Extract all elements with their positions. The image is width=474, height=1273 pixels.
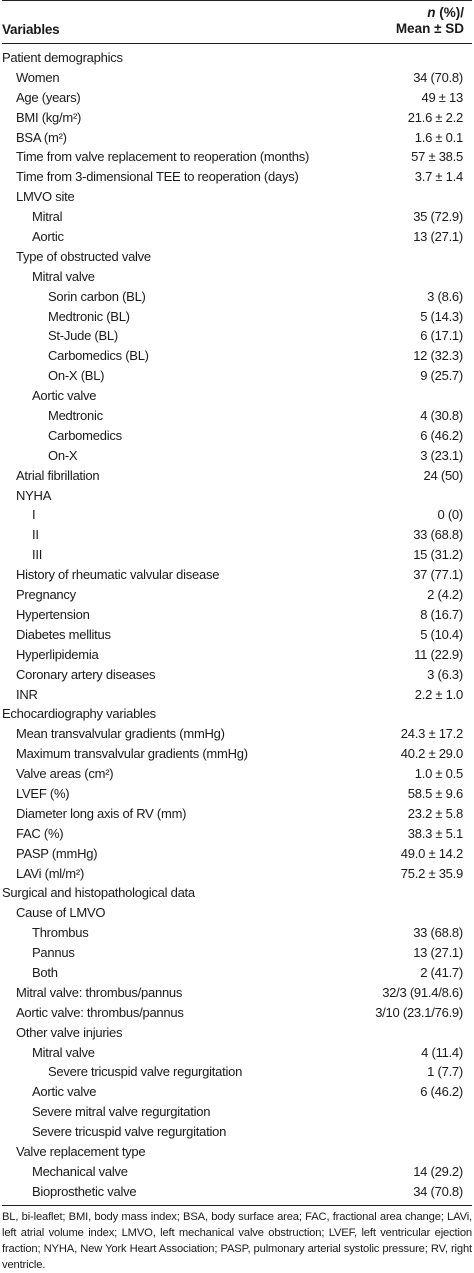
- table-row: [2, 307, 472, 327]
- table-row: [2, 685, 472, 705]
- row-label: NYHA: [16, 487, 52, 503]
- row-label: Time from valve replacement to reoperation (months): [16, 149, 310, 165]
- table-row: [2, 426, 472, 446]
- row-value: 11 (22.9): [414, 646, 463, 662]
- row-label: Hypertension: [16, 606, 90, 622]
- row-label: Aortic valve: thrombus/pannus: [16, 1004, 184, 1020]
- row-value: 37 (77.1): [413, 567, 463, 583]
- table-row: [2, 1023, 472, 1043]
- row-value: 13 (27.1): [413, 229, 463, 245]
- table-row: [2, 227, 472, 247]
- table-row: [2, 943, 472, 963]
- row-label: St-Jude (BL): [48, 328, 118, 344]
- table-row: [2, 665, 472, 685]
- table-row: [2, 525, 472, 545]
- row-label: On-X: [48, 447, 78, 463]
- table-row: [2, 804, 472, 824]
- row-value: 35 (72.9): [413, 209, 463, 225]
- row-value: 57 ± 38.5: [411, 149, 463, 165]
- row-label: Aortic valve: [32, 1084, 97, 1100]
- row-value: 38.3 ± 5.1: [407, 825, 463, 841]
- table-row: [2, 605, 472, 625]
- row-value: 2.2 ± 1.0: [414, 686, 463, 702]
- table-row: [2, 923, 472, 943]
- row-label: Aortic valve: [32, 388, 97, 404]
- table-row: [2, 386, 472, 406]
- table-row: [2, 844, 472, 864]
- row-value: 33 (68.8): [413, 527, 463, 543]
- row-label: Carbomedics (BL): [48, 348, 149, 364]
- row-value: 5 (10.4): [420, 626, 463, 642]
- row-label: PASP (mmHg): [16, 845, 98, 861]
- table-row: [2, 1182, 472, 1202]
- row-label: Bioprosthetic valve: [32, 1183, 137, 1199]
- table-row: [2, 108, 472, 128]
- row-label: Age (years): [16, 89, 81, 105]
- row-value: 49.0 ± 14.2: [400, 845, 463, 861]
- row-value: 0 (0): [437, 507, 463, 523]
- table-row: [2, 963, 472, 983]
- table-row: [2, 724, 472, 744]
- table-row: [2, 545, 472, 565]
- row-label: On-X (BL): [48, 368, 105, 384]
- table-row: [2, 1082, 472, 1102]
- row-value: 49 ± 13: [421, 89, 463, 105]
- table-row: [2, 267, 472, 287]
- table-row: [2, 1162, 472, 1182]
- row-label: III: [32, 547, 43, 563]
- row-value: 33 (68.8): [413, 925, 463, 941]
- table-row: [2, 128, 472, 148]
- row-value: 34 (70.8): [413, 1183, 463, 1199]
- row-value: 3 (23.1): [420, 447, 463, 463]
- row-label: FAC (%): [16, 825, 64, 841]
- row-label: Severe mitral valve regurgitation: [32, 1104, 211, 1120]
- row-label: Sorin carbon (BL): [48, 288, 146, 304]
- row-value: 24.3 ± 17.2: [400, 726, 463, 742]
- row-label: Both: [32, 964, 58, 980]
- row-value: 4 (30.8): [420, 408, 463, 424]
- row-value: 58.5 ± 9.6: [407, 785, 463, 801]
- table-row: [2, 346, 472, 366]
- row-value: 3 (6.3): [427, 666, 463, 682]
- row-label: Aortic: [32, 229, 64, 245]
- table-row: [2, 585, 472, 605]
- row-label: Echocardiography variables: [2, 706, 156, 722]
- row-label: Mitral: [32, 209, 63, 225]
- row-label: Medtronic (BL): [48, 308, 130, 324]
- table-row: [2, 466, 472, 486]
- table-row: [2, 983, 472, 1003]
- table-row: [2, 187, 472, 207]
- table-row: [2, 764, 472, 784]
- row-label: Type of obstructed valve: [16, 248, 151, 264]
- table-row: [2, 784, 472, 804]
- row-value: 12 (32.3): [413, 348, 463, 364]
- table-row: [2, 207, 472, 227]
- table-row: [2, 1062, 472, 1082]
- row-label: Severe tricuspid valve regurgitation: [48, 1064, 243, 1080]
- row-label: Severe tricuspid valve regurgitation: [32, 1124, 227, 1140]
- table-row: [2, 68, 472, 88]
- table-row: [2, 625, 472, 645]
- row-label: Mechanical valve: [32, 1163, 128, 1179]
- table-row: [2, 1122, 472, 1142]
- table-row: [2, 366, 472, 386]
- table-row: [2, 1003, 472, 1023]
- table-row: [2, 645, 472, 665]
- table-row: [2, 903, 472, 923]
- row-label: Valve areas (cm²): [16, 766, 114, 782]
- section-header-row: [2, 48, 472, 68]
- row-label: LAVi (ml/m²): [16, 865, 85, 881]
- row-value: 15 (31.2): [413, 547, 463, 563]
- table-row: [2, 505, 472, 525]
- row-label: Mitral valve: [32, 268, 95, 284]
- table-row: [2, 167, 472, 187]
- row-value: 23.2 ± 5.8: [407, 805, 463, 821]
- section-header-row: [2, 883, 472, 903]
- table-row: [2, 744, 472, 764]
- row-value: 14 (29.2): [413, 1163, 463, 1179]
- table-row: [2, 1043, 472, 1063]
- row-label: Patient demographics: [2, 50, 123, 65]
- row-label: Mitral valve: thrombus/pannus: [16, 984, 183, 1000]
- row-value: 8 (16.7): [420, 606, 463, 622]
- row-value: 32/3 (91.4/8.6): [382, 984, 463, 1000]
- row-label: Pannus: [32, 945, 75, 961]
- table-body: [2, 44, 472, 1202]
- row-value: 4 (11.4): [421, 1044, 463, 1060]
- row-label: Hyperlipidemia: [16, 646, 99, 662]
- table-row: [2, 824, 472, 844]
- row-label: Cause of LMVO: [16, 905, 106, 921]
- row-label: Diabetes mellitus: [16, 626, 111, 642]
- row-value: 6 (46.2): [420, 427, 463, 443]
- row-value: 5 (14.3): [420, 308, 463, 324]
- row-value: 13 (27.1): [413, 945, 463, 961]
- table-row: [2, 406, 472, 426]
- table-row: [2, 486, 472, 506]
- row-label: Other valve injuries: [16, 1024, 123, 1040]
- row-label: BSA (m²): [16, 129, 67, 145]
- row-value: 34 (70.8): [413, 69, 463, 85]
- row-value: 40.2 ± 29.0: [400, 746, 463, 762]
- table-footnote: BL, bi-leaflet; BMI, body mass index; BSA, body surface area; FAC, fractional area change; LAVi, left atrial volume index; LMVO, left mechanical valve obstruction; LVEF, left ventricular ejection fraction; NYHA, New York Heart Association; PASP, pulmonary arterial systolic pressure; RV, right ventricle.: [2, 1210, 472, 1271]
- row-value: 6 (17.1): [420, 328, 463, 344]
- table-row: [2, 287, 472, 307]
- table-row: [2, 446, 472, 466]
- row-label: Maximum transvalvular gradients (mmHg): [16, 746, 248, 762]
- table-row: [2, 326, 472, 346]
- row-label: I: [32, 507, 36, 523]
- value-header-line2: Mean ± SD: [395, 21, 464, 36]
- row-label: Surgical and histopathological data: [2, 885, 195, 901]
- value-header-pct: (%)/: [435, 5, 464, 20]
- table-row: [2, 88, 472, 108]
- row-value: 3.7 ± 1.4: [414, 169, 463, 185]
- row-value: 1.0 ± 0.5: [414, 766, 463, 782]
- row-label: LVEF (%): [16, 785, 70, 801]
- row-label: Atrial fibrillation: [16, 467, 100, 483]
- table-row: [2, 1102, 472, 1122]
- section-header-row: [2, 704, 472, 724]
- row-label: Carbomedics: [48, 427, 122, 443]
- row-label: Thrombus: [32, 925, 89, 941]
- row-value: 9 (25.7): [420, 368, 463, 384]
- row-value: 2 (4.2): [427, 587, 463, 603]
- row-label: Women: [16, 69, 60, 85]
- row-value: 1 (7.7): [427, 1064, 463, 1080]
- row-label: Pregnancy: [16, 587, 76, 603]
- row-label: INR: [16, 686, 38, 702]
- row-label: Diameter long axis of RV (mm): [16, 805, 187, 821]
- row-label: History of rheumatic valvular disease: [16, 567, 220, 583]
- table-row: [2, 565, 472, 585]
- row-value: 3/10 (23.1/76.9): [375, 1004, 463, 1020]
- row-label: LMVO site: [16, 189, 75, 205]
- row-label: BMI (kg/m²): [16, 109, 82, 125]
- row-value: 21.6 ± 2.2: [407, 109, 463, 125]
- row-label: Time from 3-dimensional TEE to reoperation (days): [16, 169, 299, 185]
- row-label: Medtronic: [48, 408, 103, 424]
- row-value: 75.2 ± 35.9: [400, 865, 463, 881]
- value-header-n: n: [427, 5, 436, 20]
- table-row: [2, 147, 472, 167]
- variables-column-header: Variables: [2, 22, 60, 37]
- value-column-header: [396, 5, 464, 37]
- table-row: [2, 1142, 472, 1162]
- row-value: 6 (46.2): [420, 1084, 463, 1100]
- row-value: 24 (50): [423, 467, 463, 483]
- table-row: [2, 247, 472, 267]
- row-label: II: [32, 527, 39, 543]
- row-value: 3 (8.6): [427, 288, 463, 304]
- row-value: 1.6 ± 0.1: [414, 129, 463, 145]
- row-label: Mitral valve: [32, 1044, 95, 1060]
- table-row: [2, 864, 472, 884]
- bottom-rule: [2, 1205, 472, 1206]
- row-value: 2 (41.7): [420, 964, 463, 980]
- row-label: Mean transvalvular gradients (mmHg): [16, 726, 225, 742]
- row-label: Coronary artery diseases: [16, 666, 156, 682]
- row-label: Valve replacement type: [16, 1143, 146, 1159]
- table-header: [2, 1, 472, 44]
